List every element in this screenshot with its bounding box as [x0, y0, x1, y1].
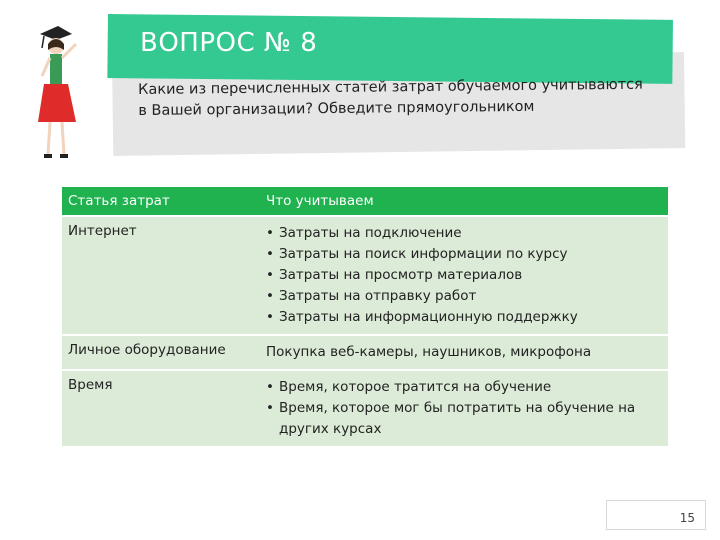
question-text [138, 74, 678, 122]
table-row [62, 335, 668, 370]
row-details [260, 216, 668, 335]
header-item: Статья затрат [62, 187, 260, 216]
row-item: Время [62, 370, 260, 446]
header-what: Что учитываем [260, 187, 668, 216]
graduate-girl-icon [30, 14, 90, 174]
page-number: 15 [606, 500, 706, 530]
cost-table [62, 187, 668, 446]
slide-title: ВОПРОС № 8 [140, 28, 318, 58]
row-details [260, 370, 668, 446]
table-row [62, 370, 668, 446]
table-row [62, 216, 668, 335]
table-header-row [62, 187, 668, 216]
list-item: • Затраты на информационную поддержку [266, 307, 662, 328]
list-item: • Затраты на просмотр материалов [266, 265, 662, 286]
list-item: • Затраты на подключение [266, 223, 662, 244]
list-item: • Затраты на поиск информации по курсу [266, 244, 662, 265]
question-line-1: Какие из перечисленных статей затрат обучаемого учитываются [138, 76, 643, 98]
list-item: • Время, которое мог бы потратить на обучение на других курсах [266, 398, 662, 440]
list-item: • Время, которое тратится на обучение [266, 377, 662, 398]
row-details: Покупка веб-камеры, наушников, микрофона [260, 335, 668, 370]
row-item: Личное оборудование [62, 335, 260, 370]
question-line-2: в Вашей организации? Обведите прямоугольником [138, 98, 535, 119]
list-item: • Затраты на отправку работ [266, 286, 662, 307]
row-item: Интернет [62, 216, 260, 335]
